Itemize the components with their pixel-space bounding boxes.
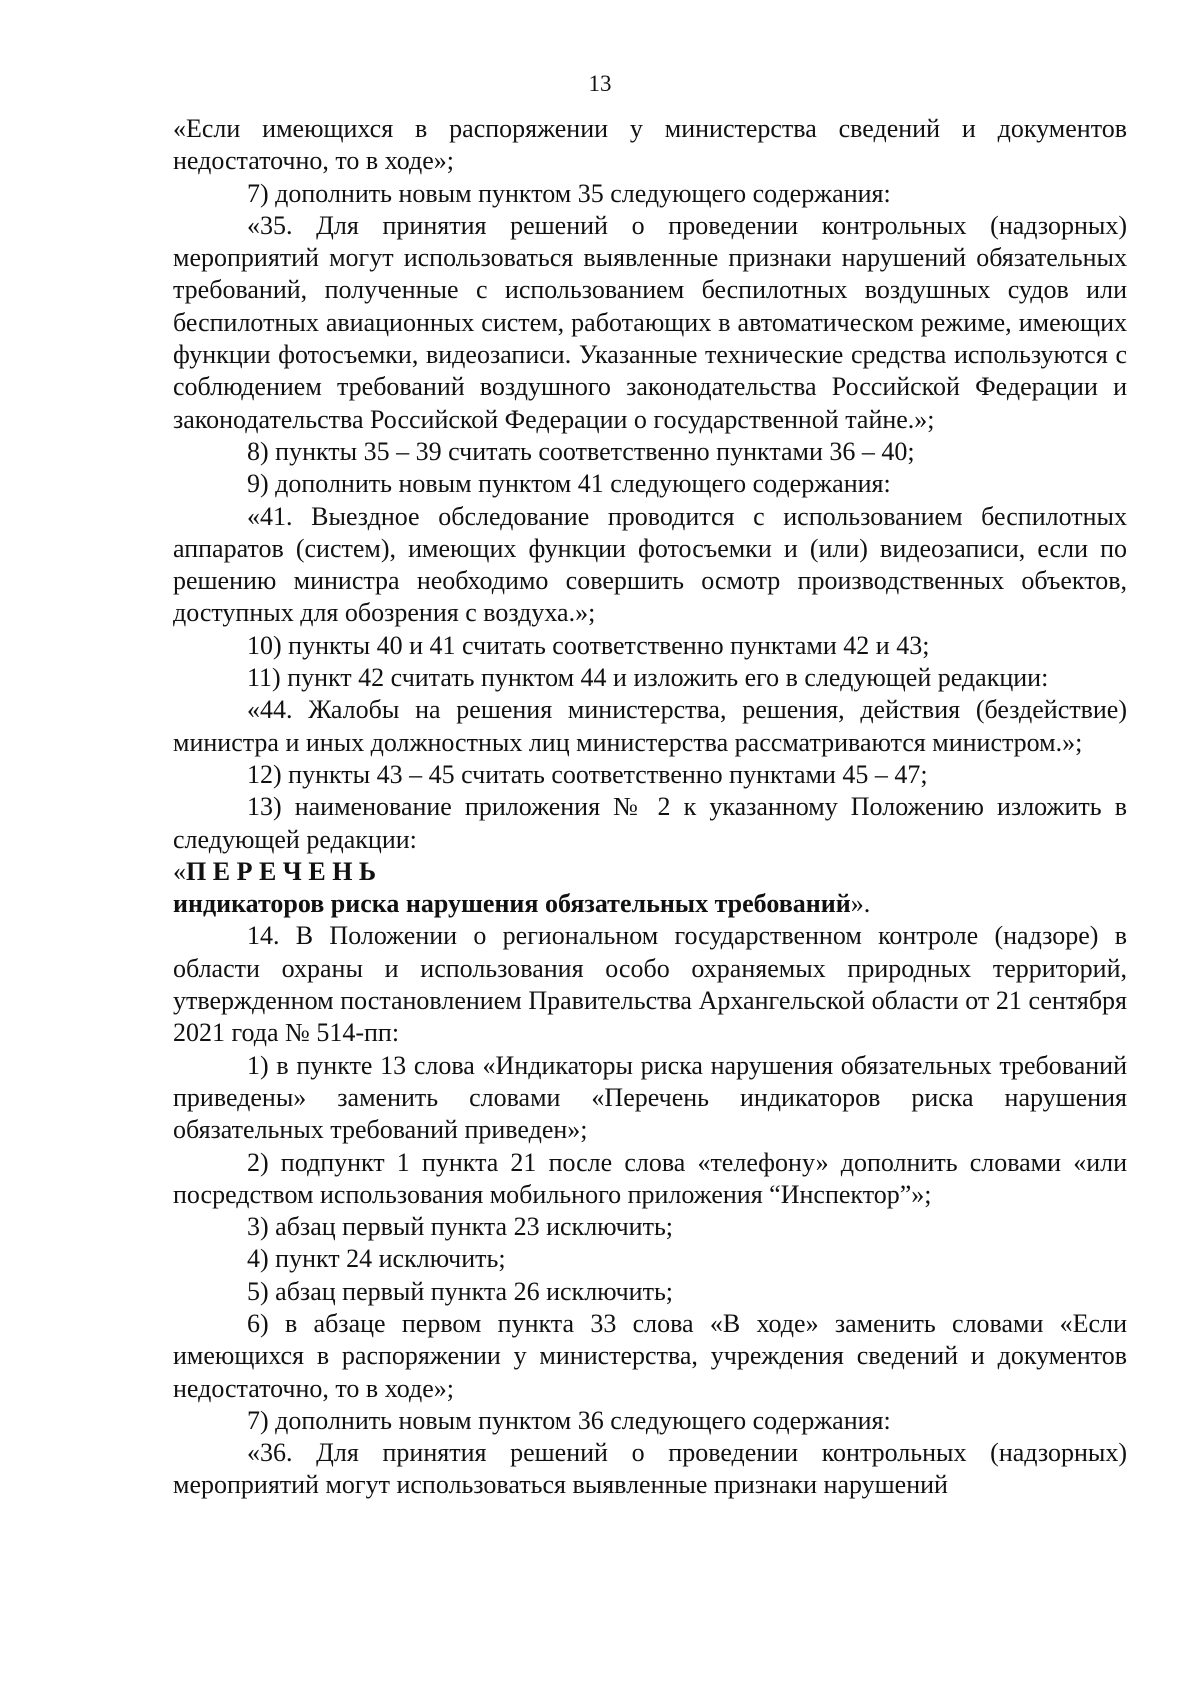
paragraph: 6) в абзаце первом пункта 33 слова «В ходе» заменить словами «Если имеющихся в распоряжении у министерства, учреждения сведений и документов недостаточно, то в ходе»; [173, 1308, 1128, 1403]
paragraph: 13) наименование приложения № 2 к указанному Положению изложить в следующей редакции: [173, 792, 1127, 854]
paragraph: «Если имеющихся в распоряжении у министерства сведений и документов недостаточно, то в ходе»; [173, 114, 1127, 176]
paragraph: «41. Выездное обследование проводится с использованием беспилотных аппаратов (систем), имеющих функции фотосъемки и (или) видеозаписи, если по решению министра необходимо совершить осмотр производственных объектов, доступных для обозрения с воздуха.»; [173, 501, 1128, 628]
paragraph: 14. В Положении о региональном государственном контроле (надзоре) в области охраны и использования особо охраняемых природных территорий, утвержденном постановлением Правительства Архангельской области от 21 сентября 2021 года № 514-пп: [173, 921, 1128, 1048]
paragraph: 9) дополнить новым пунктом 41 следующего содержания: [247, 469, 891, 499]
paragraph: 4) пункт 24 исключить; [247, 1244, 506, 1274]
list-heading-title: «П Е Р Е Ч Е Н Ь [173, 856, 377, 886]
paragraph: 7) дополнить новым пунктом 36 следующего содержания: [247, 1405, 891, 1435]
list-heading-subtitle: индикаторов риска нарушения обязательных требований». [173, 889, 871, 919]
paragraph: «35. Для принятия решений о проведении контрольных (надзорных) мероприятий могут использоваться выявленные признаки нарушений обязательных требований, полученные с использованием беспилотных воздушных судов или беспилотных авиационных систем, работающих в автоматическом режиме, имеющих функции фотосъемки, видеозаписи. Указанные технические средства используются с соблюдением требований воздушного законодательства Российской Федерации и законодательства Российской Федерации о государственной тайне.»; [173, 210, 1127, 434]
paragraph: 5) абзац первый пункта 26 исключить; [247, 1276, 674, 1306]
paragraph: 12) пункты 43 – 45 считать соответственно пунктами 45 – 47; [247, 759, 928, 789]
paragraph: «44. Жалобы на решения министерства, решения, действия (бездействие) министра и иных должностных лиц министерства рассматриваются министром.»; [173, 695, 1127, 757]
paragraph: 7) дополнить новым пунктом 35 следующего содержания: [247, 178, 891, 208]
paragraph: 11) пункт 42 считать пунктом 44 и изложить его в следующей редакции: [247, 663, 1049, 693]
paragraph: 1) в пункте 13 слова «Индикаторы риска нарушения обязательных требований приведены» заменить словами «Перечень индикаторов риска нарушения обязательных требований приведен»; [173, 1050, 1127, 1145]
document-body [173, 113, 1127, 1502]
page-number: 13 [588, 71, 612, 96]
paragraph: «36. Для принятия решений о проведении контрольных (надзорных) мероприятий могут использоваться выявленные признаки нарушений [173, 1438, 1127, 1500]
paragraph: 3) абзац первый пункта 23 исключить; [247, 1212, 674, 1242]
paragraph: 2) подпункт 1 пункта 21 после слова «телефону» дополнить словами «или посредством использования мобильного приложения “Инспектор”»; [173, 1147, 1127, 1209]
paragraph: 8) пункты 35 – 39 считать соответственно пунктами 36 – 40; [247, 436, 915, 466]
paragraph: 10) пункты 40 и 41 считать соответственно пунктами 42 и 43; [247, 630, 930, 660]
